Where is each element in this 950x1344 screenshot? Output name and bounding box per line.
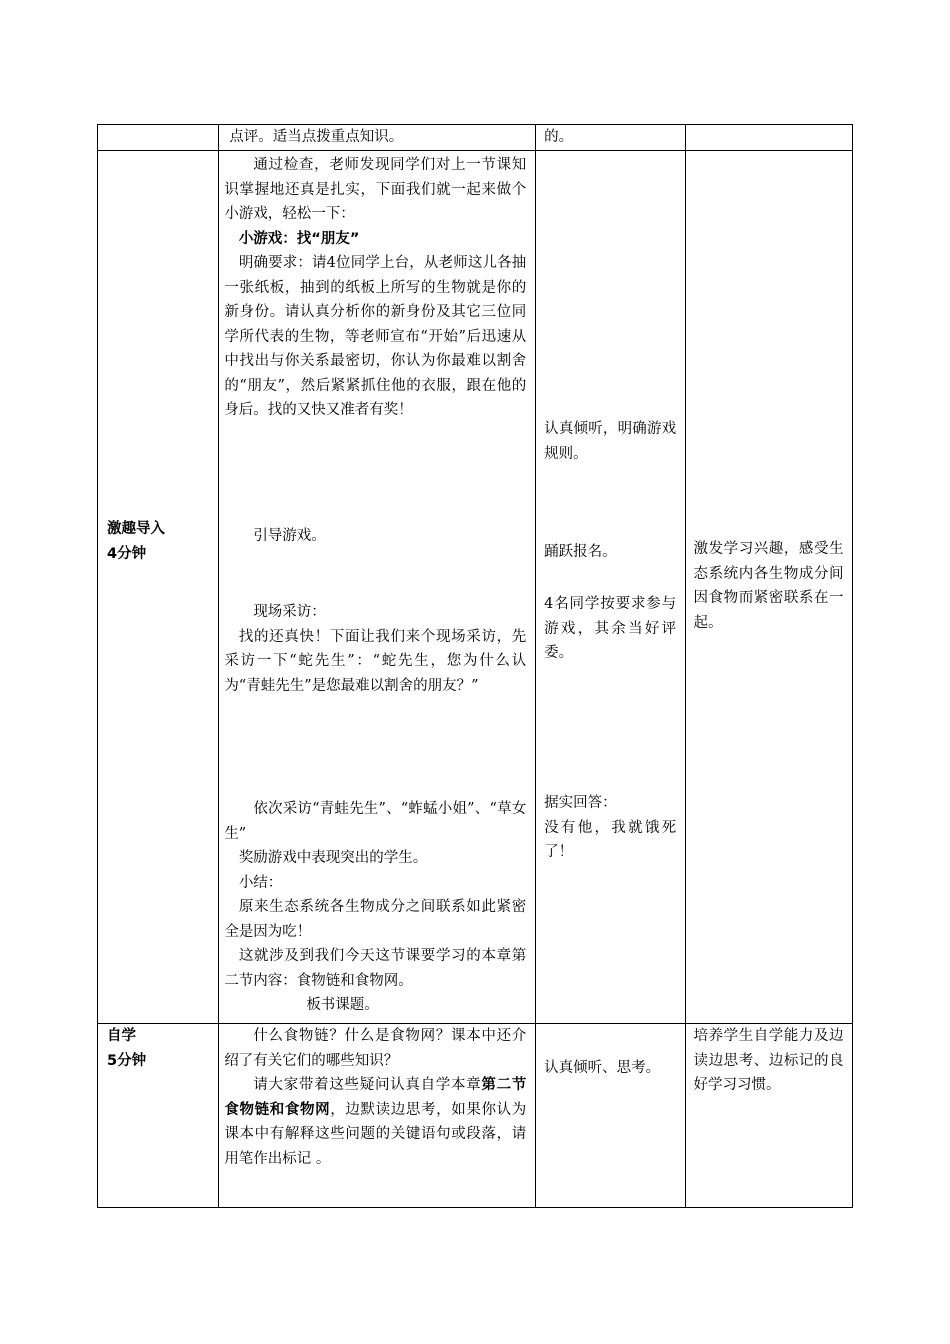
stage-name: 激趣导入: [107, 521, 165, 537]
teacher-activity-cell: [219, 1024, 541, 1208]
purpose-cell-empty: [685, 125, 852, 151]
student-text: 没有他，我就饿死了！: [544, 819, 677, 860]
stage-cell-empty: [98, 125, 219, 151]
student-activity-cell: [536, 1024, 685, 1208]
table-row-intro: [98, 151, 853, 1024]
student-text: 认真倾听，明确游戏规则。: [544, 421, 677, 462]
section-title: 第二节 食物链和食物网: [224, 1077, 541, 1118]
lesson-plan-table: [97, 124, 853, 1208]
stage-label: [107, 1024, 146, 1073]
teacher-paragraph: 明确要求：请4位同学上台，从老师这儿各抽一张纸板，抽到的纸板上所写的生物就是你的新身份。请认真分析你的新身份及其它三位同学所代表的生物，等老师宣布“开始”后迅速从中找出与你关系最密切，你认为你最难以割舍的“朋友”，然后紧紧抓住他的衣服，跟在他的身后。找的又快又准者有奖！: [224, 255, 527, 418]
teacher-paragraph: 这就涉及到我们今天这节课要学习的本章第二节内容：食物链和食物网。: [224, 948, 527, 989]
stage-time: 4分钟: [107, 545, 147, 562]
summary-title: 小结：: [238, 874, 283, 891]
teacher-text: ，边默读边思考，如果你认为课本中有解释这些问题的关键语句或段落，请用笔作出标记 。: [224, 1101, 527, 1167]
stage-name: 自学: [107, 1028, 136, 1044]
teacher-guide-text: 引导游戏。: [253, 528, 326, 544]
student-text: 踊跃报名。: [544, 544, 617, 560]
teacher-paragraph: 通过检查，老师发现同学们对上一节课知识掌握地还真是扎实，下面我们就一起来做个小游戏，轻松一下：: [224, 157, 527, 222]
teacher-paragraph: 找的还真快！下面让我们来个现场采访，先采访一下“蛇先生”：“蛇先生，您为什么认为“青蛙先生”是您最难以割舍的朋友？”: [224, 628, 527, 694]
teacher-paragraph: 原来生态系统各生物成分之间联系如此紧密全是因为吃！: [224, 899, 527, 940]
teacher-paragraph: 奖励游戏中表现突出的学生。: [238, 850, 428, 866]
teacher-activity-cell: [219, 125, 536, 151]
purpose-cell: [685, 1024, 852, 1208]
purpose-text: 培养学生自学能力及边读边思考、边标记的良好学习习惯。: [693, 1028, 844, 1093]
table-row-continued: [98, 125, 853, 151]
student-text: 认真倾听、思考。: [544, 1060, 661, 1076]
student-text: 据实回答：: [544, 795, 617, 811]
teacher-text: 请大家带着这些疑问认真自学本章: [253, 1077, 482, 1093]
purpose-cell: [685, 151, 852, 1024]
stage-label: [107, 517, 165, 566]
interview-title: 现场采访：: [253, 604, 326, 620]
purpose-text: 激发学习兴趣，感受生态系统内各生物成分间因食物而紧密联系在一起。: [693, 541, 844, 631]
teacher-paragraph: 依次采访“青蛙先生”、“蚱蜢小姐”、“草女生”: [224, 801, 527, 842]
teacher-paragraph: [224, 1073, 541, 1171]
stage-cell: [98, 151, 219, 1024]
student-activity-cell: [536, 151, 685, 1024]
teacher-activity-cell: [219, 151, 536, 1024]
student-activity-cell: [536, 125, 685, 151]
student-text: 4名同学按要求参与游戏，其余当好评委。: [544, 596, 677, 661]
teacher-text: 点评。适当点拨重点知识。: [229, 129, 404, 145]
stage-time: 5分钟: [107, 1052, 147, 1069]
teacher-paragraph: 板书课题。: [306, 997, 379, 1013]
stage-cell: [98, 1024, 219, 1208]
table-row-self-study: [98, 1024, 853, 1208]
student-text: 的。: [544, 129, 574, 145]
teacher-paragraph: 什么食物链？什么是食物网？课本中还介绍了有关它们的哪些知识？: [224, 1028, 527, 1069]
game-title: 小游戏：找“朋友”: [238, 230, 360, 247]
